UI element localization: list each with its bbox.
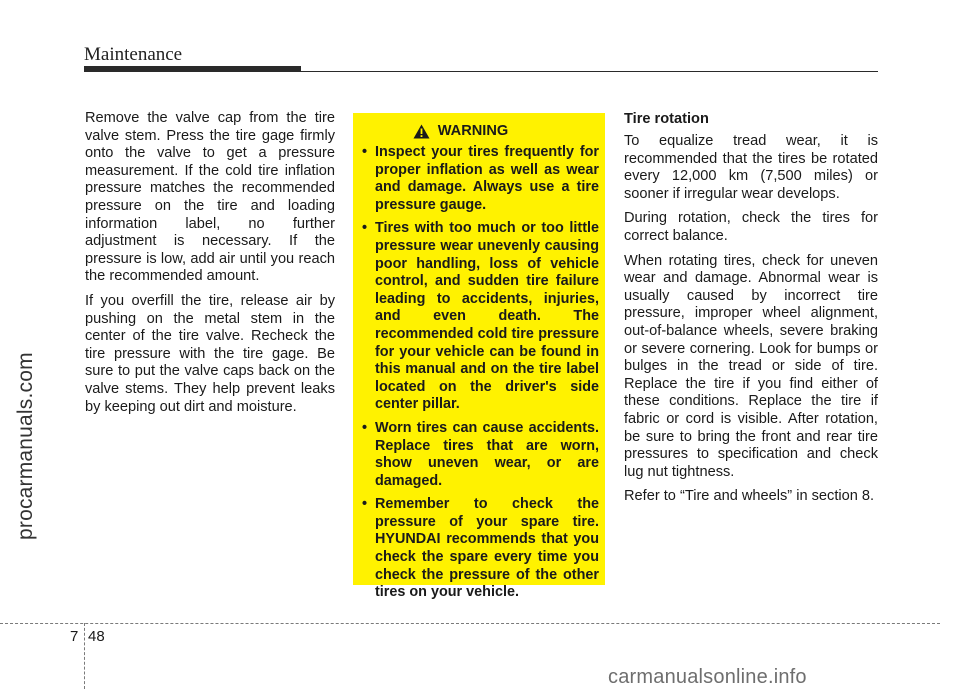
page-number: 48: [88, 628, 105, 645]
paragraph: If you overfill the tire, release air by pushing on the metal stem in the center of the tire valve. Recheck the tire pressure with the tire gage. Be sure to put the valve caps back on the valve stems. They help prevent leaks by keeping out dirt and moisture.: [85, 292, 335, 415]
footer-dashed-divider: [84, 623, 85, 689]
footer-dashed-line: [0, 623, 940, 624]
chapter-number: 7: [70, 628, 79, 645]
warning-list: [362, 144, 599, 602]
left-column: [85, 110, 335, 423]
warning-title: WARNING: [437, 123, 509, 139]
paragraph: Refer to “Tire and wheels” in section 8.: [624, 488, 875, 505]
warning-item: • Worn tires can cause accidents. Replace tires that are worn, show uneven wear, or are damaged.: [362, 420, 599, 490]
header-rule-thick: [84, 66, 301, 72]
side-watermark: procarmanuals.com: [14, 352, 37, 540]
paragraph: When rotating tires, check for uneven wear and damage. Abnormal wear is usually caused by incorrect tire pressure, improper wheel alignment, out-of-balance wheels, severe braking or severe cornering. Look for bumps or bulges in the tread or side of tire. Replace the tire if you find either of these conditions. Replace the tire if fabric or cord is visible. After rotation, be sure to bring the front and rear tire pressures to specification and check lug nut tightness.: [624, 252, 878, 480]
warning-item: • Remember to check the pressure of your spare tire. HYUNDAI recommends that you check the spare every time you check the pressure of the other tires on your vehicle.: [362, 496, 599, 602]
warning-item: • Tires with too much or too little pressure wear unevenly causing poor handling, loss of vehicle control, and sudden tire failure leading to accidents, injuries, and even death. The recommended cold tire pressure for your vehicle can be found in this manual and on the tire label located on the driver's side center pillar.: [362, 220, 599, 414]
right-column: [624, 110, 878, 513]
paragraph: Remove the valve cap from the tire valve stem. Press the tire gage firmly onto the valve to get a pressure measurement. If the cold tire inflation pressure matches the recommended pressure on the tire and loading information label, no further adjustment is necessary. If the pressure is low, add air until you reach the recommended amount.: [85, 110, 335, 285]
paragraph: To equalize tread wear, it is recommended that the tires be rotated every 12,000 km (7,500 miles) or sooner if irregular wear develops.: [624, 133, 878, 202]
header-rule-thin: [301, 71, 878, 72]
warning-triangle-icon: [413, 124, 430, 139]
footer-site-watermark: carmanualsonline.info: [608, 666, 807, 688]
warning-item: • Inspect your tires frequently for proper inflation as well as wear and damage. Always use a tire pressure gauge.: [362, 144, 599, 214]
paragraph: During rotation, check the tires for correct balance.: [624, 210, 878, 244]
tire-rotation-heading: Tire rotation: [624, 111, 709, 127]
section-title: Maintenance: [84, 44, 183, 65]
warning-box: [353, 113, 605, 601]
warning-header: [362, 123, 599, 139]
